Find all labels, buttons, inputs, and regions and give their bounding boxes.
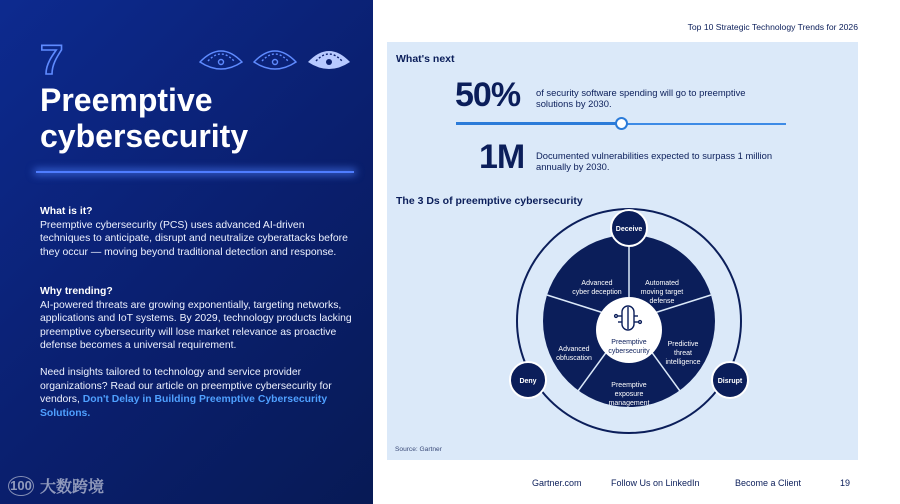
seg-pem-2: exposure: [614, 391, 644, 398]
trend-number: 7: [40, 36, 64, 83]
what-heading: What is it?: [40, 206, 93, 217]
diagram-heading: The 3 Ds of preemptive cybersecurity: [396, 195, 583, 207]
center-label-1: Preemptive: [611, 339, 647, 346]
divider: [36, 171, 354, 173]
seg-pti-3: intelligence: [665, 359, 701, 366]
stat1-text: of security software spending will go to preemptive solutions by 2030.: [536, 87, 746, 110]
seg-amtd-2: moving target: [640, 289, 684, 296]
center-label-2: cybersecurity: [608, 348, 650, 355]
footer-linkedin-link[interactable]: Follow Us on LinkedIn: [611, 478, 700, 488]
left-panel: [0, 0, 373, 504]
what-section: [40, 205, 356, 259]
source-note: Source: Gartner: [395, 446, 442, 453]
node-deny-label: Deny: [519, 378, 537, 385]
fan-icon-active: [308, 51, 350, 69]
trend-title: [40, 82, 360, 154]
seg-pti-1: Predictive: [667, 341, 699, 348]
insights-body: Need insights tailored to technology and service provider organizations? Read our article on preemptive cybersecurity for vendors,: [40, 367, 332, 406]
watermark: [8, 474, 104, 497]
fan-icon: [200, 51, 242, 69]
seg-pem-3: management: [608, 400, 650, 407]
footer-client-link[interactable]: Become a Client: [735, 478, 802, 488]
title-line-1: Preemptive: [40, 82, 213, 118]
seg-acd-2: cyber deception: [572, 289, 622, 296]
progress-knob: [615, 117, 628, 130]
what-body: Preemptive cybersecurity (PCS) uses advanced AI-driven techniques to anticipate, disrupt and neutralize cyberattacks before they occur — moving beyond traditional detection and response.: [40, 219, 348, 258]
seg-ao-2: obfuscation: [556, 355, 592, 362]
seg-acd-1: Advanced: [581, 280, 613, 287]
document-title: Top 10 Strategic Technology Trends for 2026: [687, 22, 858, 32]
three-ds-diagram: [500, 208, 760, 448]
seg-amtd-3: defense: [649, 298, 675, 305]
watermark-logo: 100: [8, 476, 34, 496]
insights-section: [40, 366, 356, 420]
article-link[interactable]: Don't Delay in Building Preemptive Cybersecurity Solutions.: [40, 394, 328, 419]
seg-pem-1: Preemptive: [611, 382, 647, 389]
watermark-text: 大数跨境: [40, 479, 105, 496]
seg-amtd-1: Automated: [645, 280, 679, 287]
progress-fill: [456, 122, 622, 125]
why-heading: Why trending?: [40, 286, 113, 297]
stat1-value: 50%: [455, 76, 521, 114]
stat2-value: 1M: [479, 138, 525, 176]
whats-next-heading: What's next: [396, 53, 455, 65]
node-disrupt-label: Disrupt: [717, 378, 743, 385]
page-number: 19: [840, 478, 851, 488]
title-line-2: cybersecurity: [40, 118, 249, 154]
seg-pti-2: threat: [674, 350, 692, 357]
stat2-text: Documented vulnerabilities expected to surpass 1 million annually by 2030.: [536, 150, 773, 173]
trend-fan-icons: [196, 44, 356, 78]
node-deceive-label: Deceive: [615, 226, 643, 233]
why-body: AI-powered threats are growing exponentially, targeting networks, applications and IoT systems. By 2029, technology products lacking preemptive cybersecurity will lose market relevance as proactive defense becomes a universal requirement.: [40, 299, 352, 352]
why-section: [40, 285, 356, 353]
footer-site-link[interactable]: Gartner.com: [532, 478, 582, 488]
fan-icon: [254, 51, 296, 69]
seg-ao-1: Advanced: [558, 346, 590, 353]
